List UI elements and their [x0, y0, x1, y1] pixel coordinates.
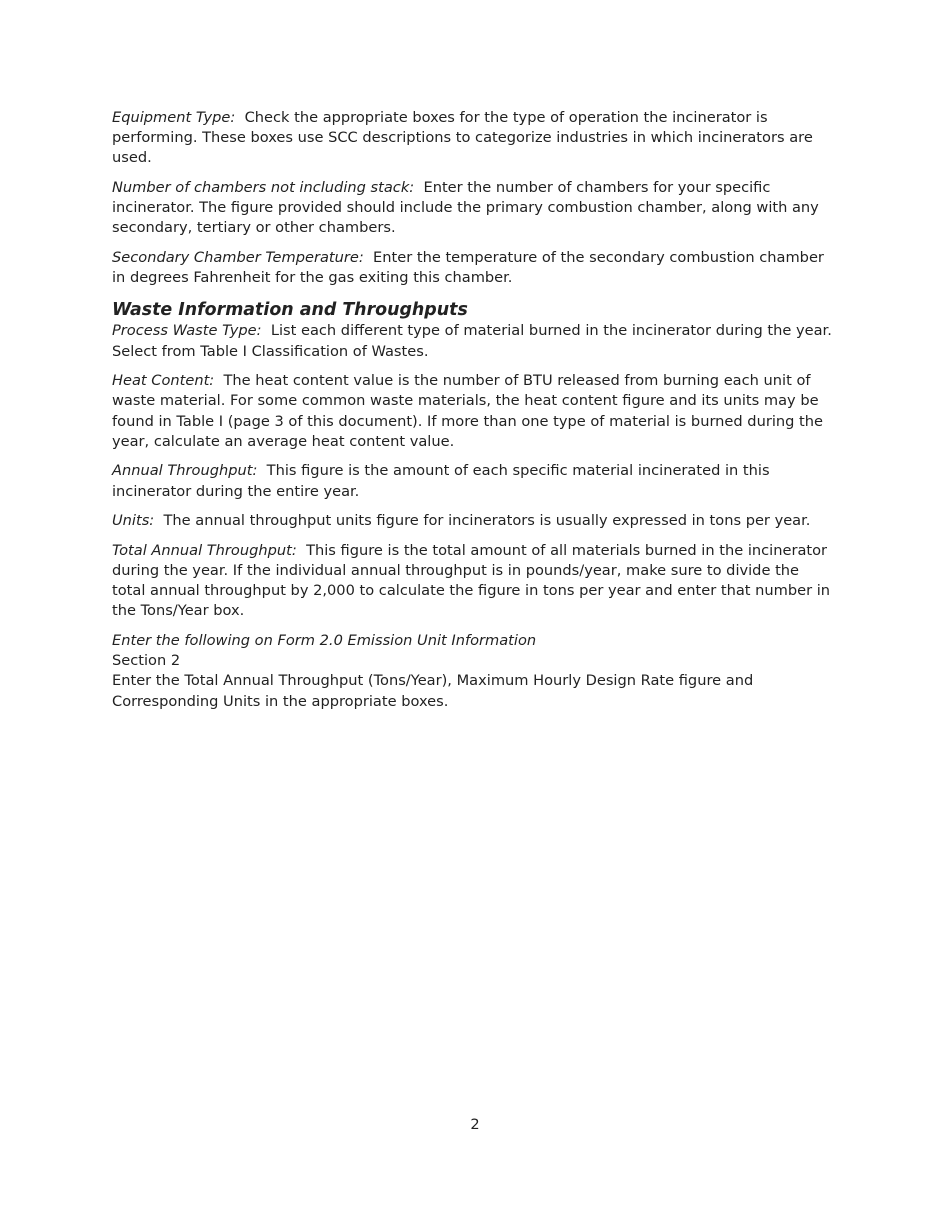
total-annual-throughput-term: Total Annual Throughput:: [112, 541, 297, 559]
page-number: 2: [470, 1116, 480, 1133]
form-instruction-heading: Enter the following on Form 2.0 Emission Unit Information: [112, 632, 537, 649]
form-instruction-section: Section 2: [112, 652, 181, 670]
chambers-paragraph: [112, 178, 836, 239]
annual-throughput-paragraph: [112, 461, 836, 501]
heat-content-term: Heat Content:: [112, 372, 215, 390]
form-instruction-text: Enter the Total Annual Throughput (Tons/Year), Maximum Hourly Design Rate figure and Corresponding Units in the appropriate boxes.: [112, 672, 754, 710]
units-text: The annual throughput units figure for incinerators is usually expressed in tons per year.: [163, 512, 811, 530]
heat-content-paragraph: [112, 371, 836, 452]
process-waste-type-term: Process Waste Type:: [112, 322, 262, 340]
annual-throughput-term: Annual Throughput:: [112, 462, 258, 480]
chambers-text: Enter the number of chambers for your specific incinerator. The figure provided should include the primary combustion chamber, along with any secondary, tertiary or other chambers.: [112, 179, 819, 237]
process-waste-type-text: List each different type of material burned in the incinerator during the year. Select from Table I Classification of Wastes.: [112, 322, 832, 360]
units-term: Units:: [112, 512, 155, 530]
secondary-chamber-temperature-paragraph: [112, 248, 836, 288]
document-body: [112, 108, 836, 712]
total-annual-throughput-text: This figure is the total amount of all materials burned in the incinerator during the year. If the individual annual throughput is in pounds/year, make sure to divide the total annual throughput by 2,000 to calculate the figure in tons per year and enter that number in the Tons/Year box.: [112, 541, 831, 620]
units-paragraph: [112, 511, 836, 531]
heat-content-text: The heat content value is the number of BTU released from burning each unit of waste material. For some common waste materials, the heat content figure and its units may be found in Table I (page 3 of this document). If more than one type of material is burned during the year, calculate an average heat content value.: [112, 372, 823, 450]
total-annual-throughput-paragraph: [112, 541, 836, 622]
equipment-type-paragraph: [112, 108, 836, 169]
secondary-chamber-temperature-text: Enter the temperature of the secondary combustion chamber in degrees Fahrenheit for the gas exiting this chamber.: [112, 249, 824, 287]
waste-information-heading: Waste Information and Throughputs: [112, 300, 468, 321]
equipment-type-text: Check the appropriate boxes for the type of operation the incinerator is performing. These boxes use SCC descriptions to categorize industries in which incinerators are used.: [112, 109, 813, 167]
annual-throughput-text: This figure is the amount of each specific material incinerated in this incinerator during the entire year.: [112, 462, 770, 500]
process-waste-type-paragraph: [112, 321, 836, 361]
chambers-term: Number of chambers not including stack:: [112, 179, 415, 196]
equipment-type-term: Equipment Type:: [112, 109, 236, 126]
secondary-chamber-temperature-term: Secondary Chamber Temperature:: [112, 249, 364, 266]
